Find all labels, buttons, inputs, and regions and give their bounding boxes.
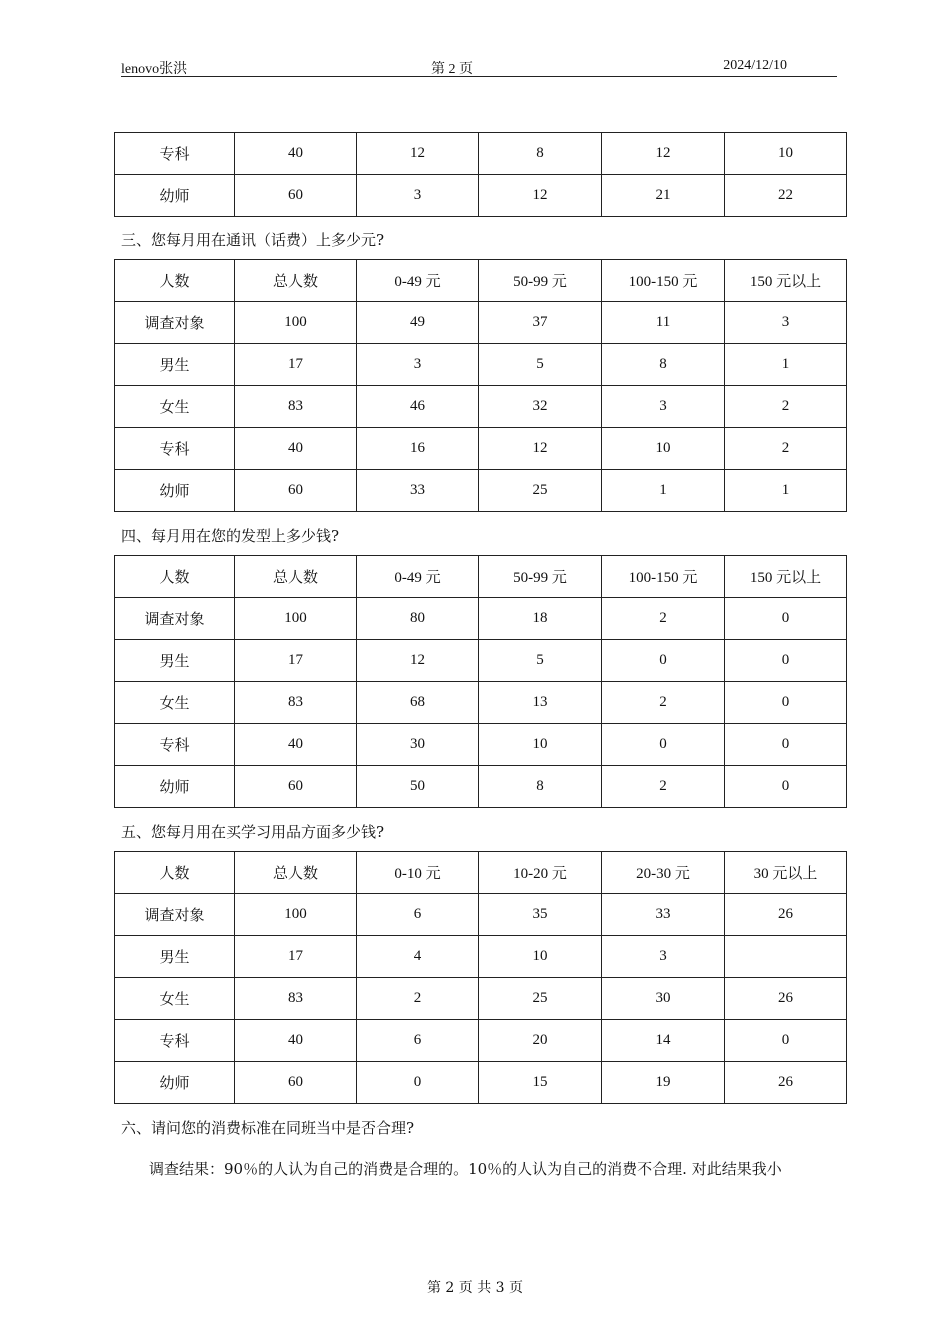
table-cell: 25 [479, 470, 602, 512]
table-cell: 26 [725, 894, 847, 936]
row-label-cell: 男生 [115, 936, 235, 978]
table-cell: 26 [725, 1062, 847, 1104]
table-cell: 100 [235, 302, 357, 344]
table-row [115, 302, 847, 344]
table-cell: 50 [357, 766, 479, 808]
table-cell: 10-20 元 [479, 852, 602, 894]
table-cell: 40 [235, 428, 357, 470]
row-label-cell: 专科 [115, 1020, 235, 1062]
table-row [115, 682, 847, 724]
table-cell: 32 [479, 386, 602, 428]
table-cell: 3 [602, 936, 725, 978]
table-cell: 50-99 元 [479, 260, 602, 302]
table-cell: 12 [357, 640, 479, 682]
table-cell: 100 [235, 598, 357, 640]
table-cell: 100 [235, 894, 357, 936]
table-row [115, 724, 847, 766]
table-cell: 68 [357, 682, 479, 724]
table-row [115, 133, 847, 175]
table-cell [725, 936, 847, 978]
table-cell: 0 [602, 724, 725, 766]
table-cell: 83 [235, 978, 357, 1020]
table-header-row [115, 852, 847, 894]
row-label-cell: 女生 [115, 682, 235, 724]
table-cell: 16 [357, 428, 479, 470]
table-cell: 3 [357, 344, 479, 386]
table-cell: 12 [479, 175, 602, 217]
row-label-cell: 幼师 [115, 766, 235, 808]
table-cell: 2 [725, 386, 847, 428]
table-q4-hairstyle-spending [114, 555, 847, 808]
table-row [115, 936, 847, 978]
table-cell: 83 [235, 682, 357, 724]
table-cell: 2 [602, 598, 725, 640]
row-label-cell: 男生 [115, 640, 235, 682]
table-cell: 35 [479, 894, 602, 936]
table-cell: 150 元以上 [725, 556, 847, 598]
table-cell: 50-99 元 [479, 556, 602, 598]
row-label-cell: 调查对象 [115, 302, 235, 344]
table-cell: 150 元以上 [725, 260, 847, 302]
page-header [121, 58, 837, 77]
table-row [115, 344, 847, 386]
table-cell: 0-49 元 [357, 556, 479, 598]
table-cell: 83 [235, 386, 357, 428]
table-cell: 20-30 元 [602, 852, 725, 894]
table-cell: 3 [725, 302, 847, 344]
table-cell: 10 [602, 428, 725, 470]
table-cell: 3 [357, 175, 479, 217]
table-row [115, 598, 847, 640]
table-cell: 3 [602, 386, 725, 428]
table-cell: 37 [479, 302, 602, 344]
table-cell: 49 [357, 302, 479, 344]
table-cell: 17 [235, 344, 357, 386]
table-cell: 26 [725, 978, 847, 1020]
table-continued [114, 132, 847, 217]
table-row [115, 175, 847, 217]
row-label-cell: 调查对象 [115, 598, 235, 640]
question-3: 三、您每月用在通讯（话费）上多少元? [121, 231, 385, 249]
row-label-cell: 专科 [115, 724, 235, 766]
table-cell: 1 [602, 470, 725, 512]
header-author: lenovo张洪 [121, 62, 188, 77]
table-cell: 2 [357, 978, 479, 1020]
table-cell: 8 [602, 344, 725, 386]
table-cell: 12 [479, 428, 602, 470]
table-row [115, 470, 847, 512]
row-label-cell: 幼师 [115, 1062, 235, 1104]
row-label-cell: 女生 [115, 386, 235, 428]
table-q3-phone-spending [114, 259, 847, 512]
table-cell: 14 [602, 1020, 725, 1062]
table-cell: 30 [357, 724, 479, 766]
row-label-cell: 人数 [115, 260, 235, 302]
table-cell: 总人数 [235, 260, 357, 302]
table-cell: 10 [479, 936, 602, 978]
table-cell: 12 [602, 133, 725, 175]
table-cell: 2 [725, 428, 847, 470]
row-label-cell: 调查对象 [115, 894, 235, 936]
table-row [115, 1062, 847, 1104]
table-row [115, 428, 847, 470]
table-cell: 1 [725, 344, 847, 386]
row-label-cell: 人数 [115, 556, 235, 598]
table-cell: 总人数 [235, 852, 357, 894]
table-cell: 6 [357, 1020, 479, 1062]
table-cell: 18 [479, 598, 602, 640]
table-cell: 60 [235, 766, 357, 808]
table-cell: 1 [725, 470, 847, 512]
table-row [115, 978, 847, 1020]
table-cell: 8 [479, 133, 602, 175]
table-cell: 0 [725, 682, 847, 724]
table-cell: 17 [235, 936, 357, 978]
table-cell: 19 [602, 1062, 725, 1104]
row-label-cell: 幼师 [115, 470, 235, 512]
table-cell: 40 [235, 133, 357, 175]
table-cell: 33 [602, 894, 725, 936]
table-cell: 5 [479, 640, 602, 682]
table-cell: 60 [235, 175, 357, 217]
header-date: 2024/12/10 [723, 58, 787, 73]
table-cell: 30 元以上 [725, 852, 847, 894]
table-cell: 总人数 [235, 556, 357, 598]
table-cell: 0 [602, 640, 725, 682]
table-cell: 21 [602, 175, 725, 217]
table-header-row [115, 260, 847, 302]
survey-result-paragraph: 调查结果：90％的人认为自己的消费是合理的。10％的人认为自己的消费不合理. 对此结果我小 [149, 1160, 782, 1178]
table-row [115, 1020, 847, 1062]
table-cell: 8 [479, 766, 602, 808]
table-cell: 4 [357, 936, 479, 978]
table-cell: 80 [357, 598, 479, 640]
table-cell: 13 [479, 682, 602, 724]
table-cell: 0 [725, 1020, 847, 1062]
table-cell: 30 [602, 978, 725, 1020]
table-cell: 17 [235, 640, 357, 682]
question-4: 四、每月用在您的发型上多少钱? [121, 527, 340, 545]
table-cell: 0 [725, 724, 847, 766]
table-cell: 0 [357, 1062, 479, 1104]
table-cell: 0 [725, 598, 847, 640]
table-header-row [115, 556, 847, 598]
table-cell: 100-150 元 [602, 260, 725, 302]
row-label-cell: 人数 [115, 852, 235, 894]
table-cell: 12 [357, 133, 479, 175]
header-page-number: 第 2 页 [431, 62, 473, 77]
table-cell: 33 [357, 470, 479, 512]
table-row [115, 894, 847, 936]
table-cell: 0-49 元 [357, 260, 479, 302]
table-cell: 22 [725, 175, 847, 217]
page-footer: 第 2 页 共 3 页 [426, 1280, 524, 1296]
table-cell: 40 [235, 1020, 357, 1062]
table-cell: 15 [479, 1062, 602, 1104]
question-5: 五、您每月用在买学习用品方面多少钱? [121, 823, 385, 841]
row-label-cell: 女生 [115, 978, 235, 1020]
table-row [115, 766, 847, 808]
table-cell: 25 [479, 978, 602, 1020]
table-cell: 2 [602, 682, 725, 724]
row-label-cell: 男生 [115, 344, 235, 386]
table-cell: 40 [235, 724, 357, 766]
table-cell: 20 [479, 1020, 602, 1062]
table-row [115, 386, 847, 428]
table-cell: 10 [725, 133, 847, 175]
row-label-cell: 专科 [115, 428, 235, 470]
row-label-cell: 幼师 [115, 175, 235, 217]
table-cell: 60 [235, 470, 357, 512]
table-cell: 0-10 元 [357, 852, 479, 894]
table-cell: 100-150 元 [602, 556, 725, 598]
table-q5-study-supplies-spending [114, 851, 847, 1104]
row-label-cell: 专科 [115, 133, 235, 175]
table-cell: 46 [357, 386, 479, 428]
table-cell: 60 [235, 1062, 357, 1104]
table-cell: 0 [725, 640, 847, 682]
table-row [115, 640, 847, 682]
table-cell: 10 [479, 724, 602, 766]
question-6: 六、请问您的消费标准在同班当中是否合理? [121, 1119, 415, 1137]
table-cell: 2 [602, 766, 725, 808]
table-cell: 0 [725, 766, 847, 808]
table-cell: 6 [357, 894, 479, 936]
table-cell: 5 [479, 344, 602, 386]
table-cell: 11 [602, 302, 725, 344]
